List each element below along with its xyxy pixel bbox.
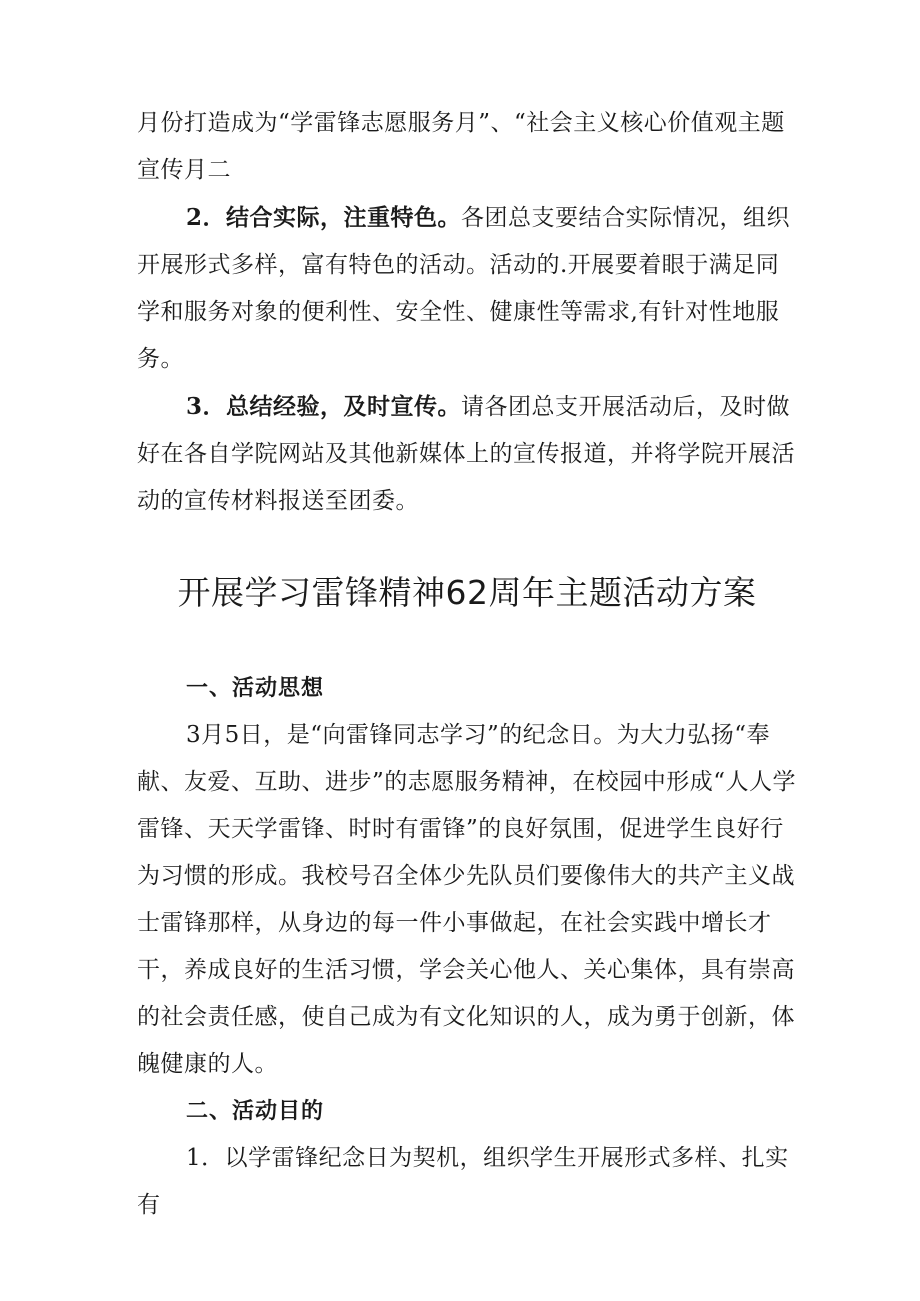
item-3-body: 请各团总支开展活动后，及时做好在各自学院网站及其他新媒体上的宣传报道，并将学院开展活动的宣传材料报送至团委。 [137,394,795,514]
document-page [137,100,797,1229]
paragraph-item-3 [137,383,797,525]
section-1-body: 3月5日，是“向雷锋同志学习”的纪念日。为大力弘扬“奉献、友爱、互助、进步”的志愿服务精神，在校园中形成“人人学雷锋、天天学雷锋、时时有雷锋”的良好氛围，促进学生良好行为习惯的形成。我校号召全体少先队员们要像伟大的共产主义战士雷锋那样，从身边的每一件小事做起，在社会实践中增长才干，养成良好的生活习惯，学会关心他人、关心集体，具有崇高的社会责任感，使自己成为有文化知识的人，成为勇于创新，体魄健康的人。 [137,722,797,1077]
section-1-heading: 一、活动思想 [186,676,325,701]
section-2-heading: 二、活动目的 [186,1099,325,1124]
paragraph-continuation: 月份打造成为“学雷锋志愿服务月”、“社会主义核心价值观主题宣传月二 [137,110,785,183]
item-2-lead: 2．结合实际，注重特色。 [186,204,462,231]
document-title: 开展学习雷锋精神62周年主题活动方案 [177,573,757,612]
paragraph-item-2 [137,194,797,383]
section-2-item-1: 1．以学雷锋纪念日为契机，组织学生开展形式多样、扎实有 [137,1145,789,1218]
item-2-body: 各团总支要结合实际情况，组织开展形式多样，富有特色的活动。活动的.开展要着眼于满足同学和服务对象的便利性、安全性、健康性等需求,有针对性地服务。 [137,205,791,372]
item-3-lead: 3．总结经验，及时宣传。 [186,393,462,420]
